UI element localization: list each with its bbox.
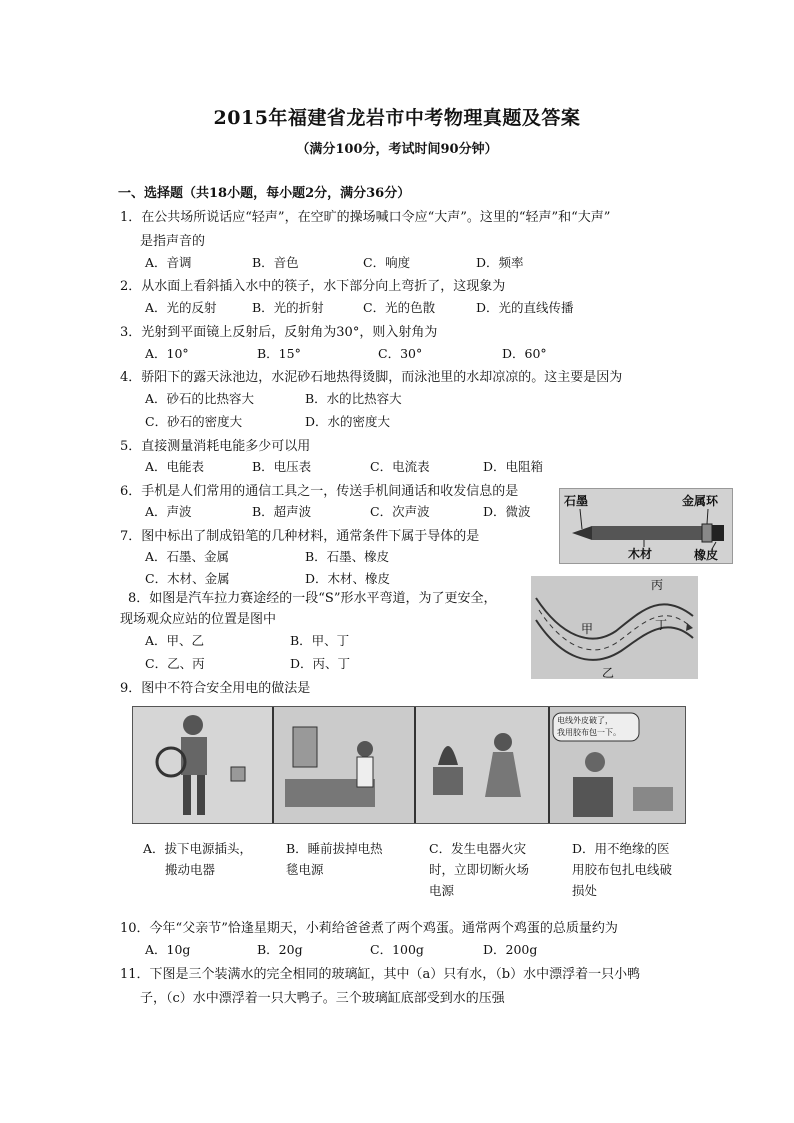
- q6-option-b: B．超声波: [252, 504, 312, 519]
- q3-option-b: B．15°: [257, 346, 301, 361]
- q4-option-a: A．砂石的比热容大: [145, 391, 255, 406]
- pencil-figure: [559, 488, 733, 564]
- panel-c: [415, 707, 549, 823]
- q5-option-c: C．电流表: [370, 459, 430, 474]
- q8-option-b: B．甲、丁: [290, 633, 350, 648]
- q10-option-b: B．20g: [257, 942, 303, 957]
- boy-leg-right: [197, 775, 205, 815]
- q9-option-b-line2: 毯电源: [286, 862, 324, 877]
- page-title: 2015年福建省龙岩市中考物理真题及答案: [213, 107, 581, 129]
- q9-option-d-line2: 用胶布包扎电线破: [572, 862, 673, 877]
- graphite-pointer: [580, 509, 582, 529]
- q6-stem: 6．手机是人们常用的通信工具之一，传送手机间通话和收发信息的是: [120, 484, 519, 499]
- q6-option-d: D．微波: [483, 504, 531, 519]
- q9-option-d-line1: D．用不绝缘的医: [572, 841, 670, 856]
- label-wood: 木材: [628, 547, 653, 561]
- q10-stem: 10．今年“父亲节”恰逢星期天，小莉给爸爸煮了两个鸡蛋。通常两个鸡蛋的总质量约为: [120, 921, 618, 936]
- q9-option-c-line3: 电源: [429, 883, 455, 898]
- q4-stem: 4．骄阳下的露天泳池边，水泥砂石地热得烫脚，而泳池里的水却凉凉的。这主要是因为: [120, 370, 623, 385]
- q8-stem-line1: 8．如图是汽车拉力赛途经的一段“S”形水平弯道，为了更安全，: [128, 591, 497, 606]
- chair-icon: [573, 777, 613, 817]
- q2-option-a: A．光的反射: [145, 300, 217, 315]
- section-heading: 一、选择题（共18小题，每小题2分，满分36分）: [118, 186, 411, 201]
- q9-option-a-line2: 搬动电器: [165, 862, 216, 877]
- q8-option-d: D．丙、丁: [290, 656, 351, 671]
- q3-option-c: C．30°: [378, 346, 423, 361]
- q8-option-a: A．甲、乙: [145, 633, 205, 648]
- q7-option-d: D．木材、橡皮: [305, 571, 391, 586]
- q8-stem-line2: 现场观众应站的位置是图中: [120, 612, 277, 627]
- q2-option-d: D．光的直线传播: [476, 300, 574, 315]
- page-subtitle: （满分100分，考试时间90分钟）: [296, 142, 498, 157]
- q3-option-a: A．10°: [145, 346, 189, 361]
- q7-option-b: B．石墨、橡皮: [305, 549, 390, 564]
- q10-option-c: C．100g: [370, 942, 424, 957]
- metal-pointer: [707, 509, 708, 524]
- q4-option-c: C．砂石的密度大: [145, 414, 243, 429]
- boy-head: [183, 715, 203, 735]
- q9-option-b-line1: B．睡前拔掉电热: [286, 841, 383, 856]
- q2-stem: 2．从水面上看斜插入水中的筷子，水下部分向上弯折了，这现象为: [120, 279, 506, 294]
- socket-icon: [231, 767, 245, 781]
- q1-stem-line1: 1．在公共场所说话应“轻声”，在空旷的操场喊口令应“大声”。这里的“轻声”和“大声”: [120, 210, 611, 225]
- q7-stem: 7．图中标出了制成铅笔的几种材料，通常条件下属于导体的是: [120, 529, 480, 544]
- q1-option-d: D．频率: [476, 255, 524, 270]
- q4-option-b: B．水的比热容大: [305, 391, 402, 406]
- road-edge-outer: [536, 598, 693, 639]
- s-road-drawing: [531, 576, 698, 679]
- q9-option-d-line3: 损处: [572, 883, 598, 898]
- safety-cartoon-strip: [132, 706, 686, 824]
- label-bing: 丙: [651, 578, 664, 592]
- label-yi: 乙: [602, 666, 615, 680]
- q7-option-c: C．木材、金属: [145, 571, 230, 586]
- q6-option-a: A．声波: [145, 504, 192, 519]
- q6-option-c: C．次声波: [370, 504, 430, 519]
- q1-option-b: B．音色: [252, 255, 299, 270]
- q7-option-a: A．石墨、金属: [145, 549, 230, 564]
- label-ding: 丁: [655, 618, 668, 632]
- q5-option-d: D．电阻箱: [483, 459, 544, 474]
- girl-body: [357, 757, 373, 787]
- q3-stem: 3．光射到平面镜上反射后，反射角为30°，则入射角为: [120, 325, 438, 340]
- label-eraser: 橡皮: [694, 548, 719, 562]
- road-center-arrows: [539, 610, 691, 650]
- q5-option-a: A．电能表: [145, 459, 205, 474]
- s-road-figure: [531, 576, 698, 679]
- q1-option-a: A．音调: [145, 255, 192, 270]
- speech-bubble-line2: 我用胶布包一下。: [557, 728, 621, 737]
- label-metal-ring: 金属环: [682, 494, 719, 508]
- pencil-eraser: [712, 525, 724, 541]
- q10-option-d: D．200g: [483, 942, 538, 957]
- q4-option-d: D．水的密度大: [305, 414, 391, 429]
- pencil-body: [592, 526, 702, 540]
- man-head: [585, 752, 605, 772]
- direction-arrow: [686, 623, 693, 631]
- pencil-metal-ring: [702, 524, 712, 542]
- boy-leg-left: [183, 775, 191, 815]
- speech-bubble-line1: 电线外皮破了，: [557, 716, 613, 725]
- q9-stem: 9．图中不符合安全用电的做法是: [120, 681, 311, 696]
- q5-stem: 5．直接测量消耗电能多少可以用: [120, 439, 311, 454]
- q3-option-d: D．60°: [502, 346, 547, 361]
- woman-head: [494, 733, 512, 751]
- box-icon: [633, 787, 673, 811]
- window-icon: [293, 727, 317, 767]
- label-graphite: 石墨: [564, 494, 589, 508]
- q2-option-c: C．光的色散: [363, 300, 436, 315]
- q11-stem-line2: 子，（c）水中漂浮着一只大鸭子。三个玻璃缸底部受到水的压强: [140, 991, 505, 1006]
- q5-option-b: B．电压表: [252, 459, 312, 474]
- q2-option-b: B．光的折射: [252, 300, 324, 315]
- q9-option-c-line1: C．发生电器火灾: [429, 841, 527, 856]
- girl-head: [357, 741, 373, 757]
- label-jia: 甲: [581, 622, 594, 636]
- q1-option-c: C．响度: [363, 255, 411, 270]
- q11-stem-line1: 11．下图是三个装满水的完全相同的玻璃缸，其中（a）只有水，（b）水中漂浮着一只小鸭: [120, 967, 641, 982]
- q8-option-c: C．乙、丙: [145, 656, 205, 671]
- q9-option-c-line2: 时，立即切断火场: [429, 862, 530, 877]
- q9-option-a-line1: A．拔下电源插头，: [143, 841, 253, 856]
- q10-option-a: A．10g: [145, 942, 191, 957]
- q1-stem-line2: 是指声音的: [140, 234, 206, 249]
- tv-icon: [433, 767, 463, 795]
